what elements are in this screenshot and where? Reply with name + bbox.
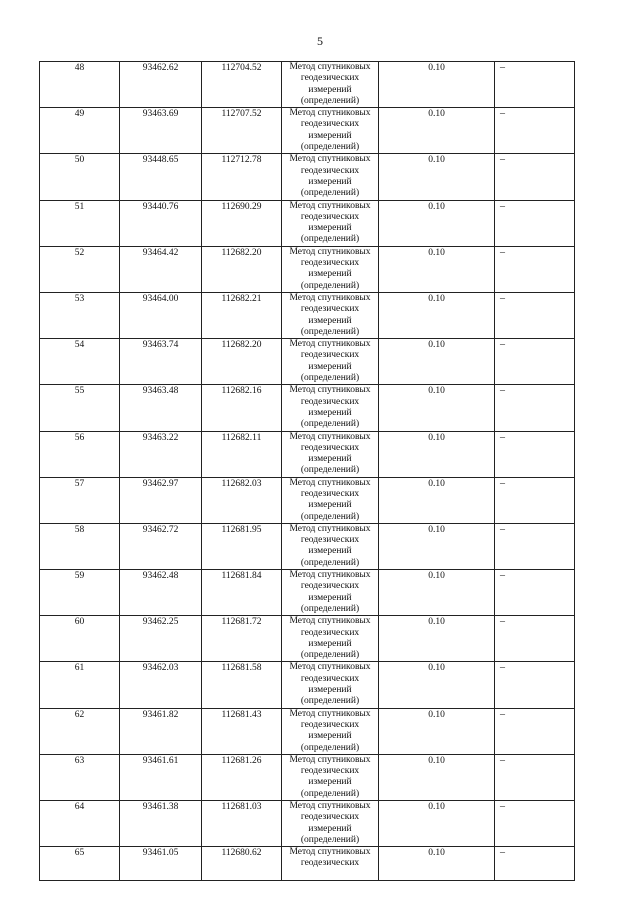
y-coordinate-cell: 112682.20 [202, 339, 282, 385]
point-number-cell: 62 [40, 708, 120, 754]
point-number-cell: 64 [40, 801, 120, 847]
method-cell: Метод спутниковых геодезических измерений (определений) [282, 431, 379, 477]
note-cell: – [495, 570, 575, 616]
accuracy-cell: 0.10 [379, 847, 495, 881]
method-cell: Метод спутниковых геодезических измерений (определений) [282, 339, 379, 385]
accuracy-cell: 0.10 [379, 108, 495, 154]
point-number-cell: 53 [40, 292, 120, 338]
x-coordinate-cell: 93440.76 [120, 200, 202, 246]
method-cell: Метод спутниковых геодезических измерений (определений) [282, 708, 379, 754]
page-number: 5 [317, 34, 323, 48]
y-coordinate-cell: 112704.52 [202, 62, 282, 108]
x-coordinate-cell: 93462.62 [120, 62, 202, 108]
point-number-cell: 55 [40, 385, 120, 431]
y-coordinate-cell: 112712.78 [202, 154, 282, 200]
y-coordinate-cell: 112681.43 [202, 708, 282, 754]
method-cell: Метод спутниковых геодезических измерений (определений) [282, 662, 379, 708]
y-coordinate-cell: 112681.26 [202, 754, 282, 800]
point-number-cell: 61 [40, 662, 120, 708]
note-cell: – [495, 385, 575, 431]
x-coordinate-cell: 93463.74 [120, 339, 202, 385]
method-cell: Метод спутниковых геодезических измерений (определений) [282, 477, 379, 523]
note-cell: – [495, 847, 575, 881]
method-cell: Метод спутниковых геодезических измерений (определений) [282, 570, 379, 616]
accuracy-cell: 0.10 [379, 477, 495, 523]
y-coordinate-cell: 112681.58 [202, 662, 282, 708]
accuracy-cell: 0.10 [379, 801, 495, 847]
note-cell: – [495, 339, 575, 385]
accuracy-cell: 0.10 [379, 62, 495, 108]
accuracy-cell: 0.10 [379, 662, 495, 708]
note-cell: – [495, 616, 575, 662]
x-coordinate-cell: 93464.42 [120, 246, 202, 292]
note-cell: – [495, 431, 575, 477]
note-cell: – [495, 662, 575, 708]
x-coordinate-cell: 93463.22 [120, 431, 202, 477]
point-number-cell: 48 [40, 62, 120, 108]
coordinates-table [39, 61, 575, 881]
method-cell: Метод спутниковых геодезических измерений (определений) [282, 801, 379, 847]
note-cell: – [495, 754, 575, 800]
table-row [40, 108, 575, 154]
point-number-cell: 49 [40, 108, 120, 154]
accuracy-cell: 0.10 [379, 570, 495, 616]
y-coordinate-cell: 112681.84 [202, 570, 282, 616]
point-number-cell: 50 [40, 154, 120, 200]
table-row [40, 431, 575, 477]
method-cell: Метод спутниковых геодезических измерений (определений) [282, 523, 379, 569]
accuracy-cell: 0.10 [379, 385, 495, 431]
y-coordinate-cell: 112682.21 [202, 292, 282, 338]
table-row [40, 616, 575, 662]
y-coordinate-cell: 112682.03 [202, 477, 282, 523]
method-cell: Метод спутниковых геодезических измерений (определений) [282, 292, 379, 338]
y-coordinate-cell: 112682.16 [202, 385, 282, 431]
method-cell: Метод спутниковых геодезических измерений (определений) [282, 246, 379, 292]
y-coordinate-cell: 112681.72 [202, 616, 282, 662]
table-row [40, 62, 575, 108]
table-row [40, 570, 575, 616]
accuracy-cell: 0.10 [379, 200, 495, 246]
x-coordinate-cell: 93461.61 [120, 754, 202, 800]
method-cell: Метод спутниковых геодезических измерений (определений) [282, 154, 379, 200]
point-number-cell: 52 [40, 246, 120, 292]
point-number-cell: 59 [40, 570, 120, 616]
table-row [40, 385, 575, 431]
note-cell: – [495, 708, 575, 754]
x-coordinate-cell: 93461.82 [120, 708, 202, 754]
point-number-cell: 65 [40, 847, 120, 881]
point-number-cell: 60 [40, 616, 120, 662]
accuracy-cell: 0.10 [379, 616, 495, 662]
method-cell: Метод спутниковых геодезических измерений (определений) [282, 200, 379, 246]
table-row [40, 708, 575, 754]
table-body [40, 62, 575, 881]
y-coordinate-cell: 112681.03 [202, 801, 282, 847]
accuracy-cell: 0.10 [379, 431, 495, 477]
table-row [40, 154, 575, 200]
accuracy-cell: 0.10 [379, 154, 495, 200]
method-cell: Метод спутниковых геодезических измерений (определений) [282, 62, 379, 108]
x-coordinate-cell: 93463.48 [120, 385, 202, 431]
table-row [40, 662, 575, 708]
accuracy-cell: 0.10 [379, 523, 495, 569]
method-cell: Метод спутниковых геодезических измерений (определений) [282, 385, 379, 431]
point-number-cell: 57 [40, 477, 120, 523]
method-cell: Метод спутниковых геодезических измерений (определений) [282, 754, 379, 800]
table-row [40, 246, 575, 292]
note-cell: – [495, 200, 575, 246]
note-cell: – [495, 154, 575, 200]
y-coordinate-cell: 112680.62 [202, 847, 282, 881]
y-coordinate-cell: 112682.11 [202, 431, 282, 477]
x-coordinate-cell: 93448.65 [120, 154, 202, 200]
table-row [40, 339, 575, 385]
method-cell: Метод спутниковых геодезических измерений (определений) [282, 108, 379, 154]
point-number-cell: 63 [40, 754, 120, 800]
x-coordinate-cell: 93461.38 [120, 801, 202, 847]
x-coordinate-cell: 93463.69 [120, 108, 202, 154]
x-coordinate-cell: 93462.72 [120, 523, 202, 569]
table-row [40, 801, 575, 847]
x-coordinate-cell: 93462.03 [120, 662, 202, 708]
note-cell: – [495, 62, 575, 108]
accuracy-cell: 0.10 [379, 708, 495, 754]
method-cell: Метод спутниковых геодезических [282, 847, 379, 881]
x-coordinate-cell: 93462.25 [120, 616, 202, 662]
accuracy-cell: 0.10 [379, 292, 495, 338]
y-coordinate-cell: 112682.20 [202, 246, 282, 292]
y-coordinate-cell: 112707.52 [202, 108, 282, 154]
x-coordinate-cell: 93464.00 [120, 292, 202, 338]
note-cell: – [495, 801, 575, 847]
x-coordinate-cell: 93462.97 [120, 477, 202, 523]
y-coordinate-cell: 112681.95 [202, 523, 282, 569]
accuracy-cell: 0.10 [379, 246, 495, 292]
point-number-cell: 58 [40, 523, 120, 569]
note-cell: – [495, 523, 575, 569]
table-row [40, 847, 575, 881]
accuracy-cell: 0.10 [379, 754, 495, 800]
table-row [40, 523, 575, 569]
point-number-cell: 51 [40, 200, 120, 246]
method-cell: Метод спутниковых геодезических измерений (определений) [282, 616, 379, 662]
y-coordinate-cell: 112690.29 [202, 200, 282, 246]
x-coordinate-cell: 93462.48 [120, 570, 202, 616]
note-cell: – [495, 477, 575, 523]
note-cell: – [495, 292, 575, 338]
note-cell: – [495, 108, 575, 154]
table-row [40, 292, 575, 338]
table-row [40, 754, 575, 800]
note-cell: – [495, 246, 575, 292]
point-number-cell: 54 [40, 339, 120, 385]
x-coordinate-cell: 93461.05 [120, 847, 202, 881]
table-row [40, 477, 575, 523]
point-number-cell: 56 [40, 431, 120, 477]
accuracy-cell: 0.10 [379, 339, 495, 385]
table-row [40, 200, 575, 246]
